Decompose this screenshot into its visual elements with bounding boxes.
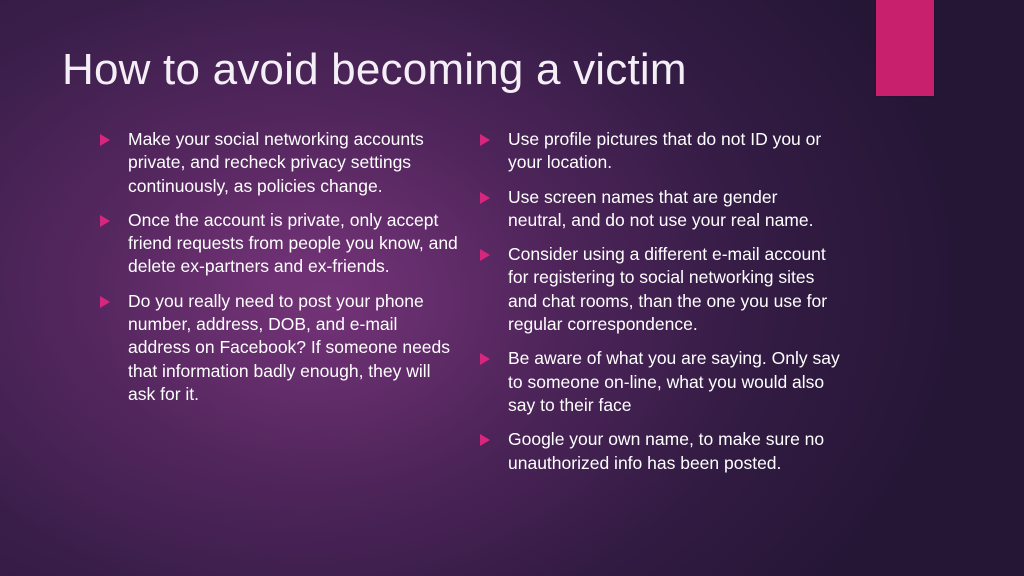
triangle-right-icon: [480, 249, 490, 261]
bullet-item: [480, 428, 840, 475]
right-bullet-list: [480, 128, 840, 486]
left-bullet-list: [100, 128, 460, 417]
bullet-text: Make your social networking accounts private, and recheck privacy settings continuously, as policies change.: [128, 129, 424, 196]
bullet-text: Consider using a different e-mail account for registering to social networking sites and chat rooms, than the one you use for regular correspondence.: [508, 244, 828, 335]
bullet-item: [100, 290, 460, 406]
bullet-text: Use screen names that are gender neutral, and do not use your real name.: [508, 186, 814, 230]
bullet-item: [480, 128, 840, 175]
triangle-right-icon: [100, 296, 110, 308]
bullet-text: Do you really need to post your phone number, address, DOB, and e-mail address on Facebook? If someone needs that information badly enough, they will ask for it.: [128, 290, 451, 404]
triangle-right-icon: [100, 134, 110, 146]
bullet-text: Be aware of what you are saying. Only say to someone on-line, what you would also say to their face: [508, 348, 840, 415]
bullet-item: [100, 128, 460, 198]
bullet-text: Once the account is private, only accept friend requests from people you know, and delete ex-partners and ex-friends.: [128, 209, 458, 277]
bullet-item: [480, 186, 840, 233]
triangle-right-icon: [480, 434, 490, 446]
bullet-item: [480, 347, 840, 417]
triangle-right-icon: [480, 192, 490, 204]
bullet-item: [100, 209, 460, 279]
bullet-item: [480, 243, 840, 336]
accent-bar: [876, 0, 934, 96]
triangle-right-icon: [480, 353, 490, 365]
slide-title: How to avoid becoming a victim: [62, 45, 687, 94]
bullet-text: Use profile pictures that do not ID you or your location.: [508, 129, 822, 173]
triangle-right-icon: [480, 134, 490, 146]
bullet-text: Google your own name, to make sure no unauthorized info has been posted.: [508, 429, 825, 473]
triangle-right-icon: [100, 215, 110, 227]
